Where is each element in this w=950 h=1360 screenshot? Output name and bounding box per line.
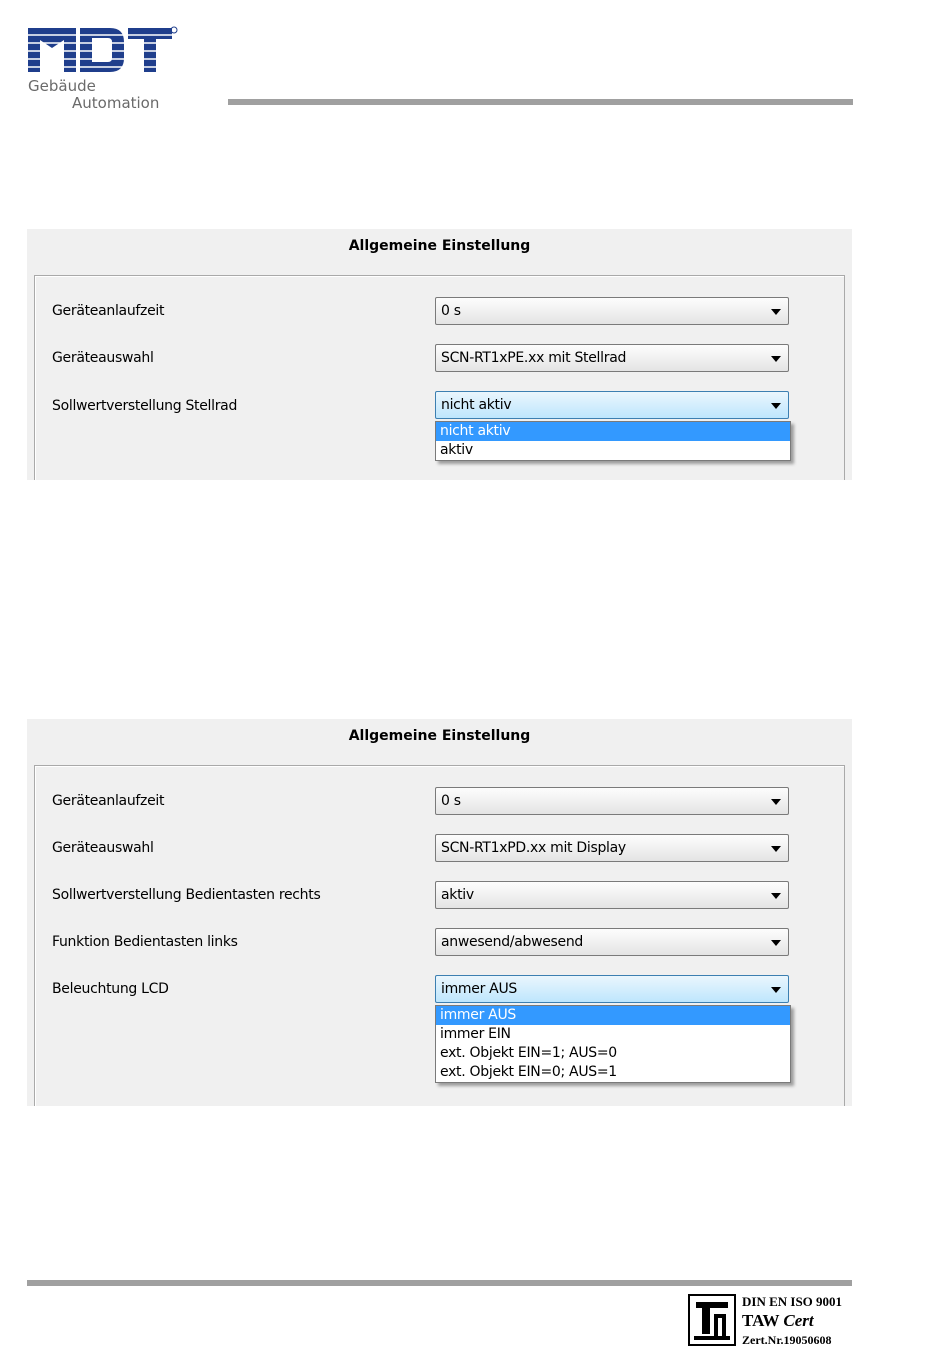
dropdown-option[interactable]: aktiv xyxy=(440,442,473,458)
label-device-startup: Geräteanlaufzeit xyxy=(52,793,165,809)
settings-group xyxy=(34,275,845,480)
settings-panel-2 xyxy=(27,719,852,1106)
chevron-down-icon xyxy=(771,987,781,993)
combo-lcd-backlight[interactable] xyxy=(435,975,789,1003)
cert-cert-word: Cert xyxy=(783,1311,814,1330)
panel-title: Allgemeine Einstellung xyxy=(348,728,531,744)
combo-buttons-left-function[interactable] xyxy=(435,928,789,956)
cert-taw-word: TAW xyxy=(742,1311,784,1330)
header-rule xyxy=(228,99,853,105)
dropdown-option[interactable]: immer AUS xyxy=(436,1006,790,1025)
combo-device-startup[interactable] xyxy=(435,787,789,815)
combo-value: immer AUS xyxy=(441,981,517,997)
footer-rule xyxy=(27,1280,852,1286)
dropdown-option[interactable]: immer EIN xyxy=(440,1026,511,1042)
label-device-selection: Geräteauswahl xyxy=(52,350,154,366)
dropdown-list-lcd-backlight xyxy=(435,1005,791,1083)
mdt-logo xyxy=(28,26,178,76)
label-device-startup: Geräteanlaufzeit xyxy=(52,303,165,319)
combo-device-selection[interactable] xyxy=(435,834,789,862)
combo-setpoint-buttons-right[interactable] xyxy=(435,881,789,909)
cert-number: Zert.Nr.19050608 xyxy=(742,1333,832,1347)
cert-iso: DIN EN ISO 9001 xyxy=(742,1294,843,1309)
combo-setpoint-wheel[interactable] xyxy=(435,391,789,419)
combo-value: anwesend/abwesend xyxy=(441,934,583,950)
combo-value: SCN-RT1xPD.xx mit Display xyxy=(441,840,626,856)
panel-title: Allgemeine Einstellung xyxy=(348,238,531,254)
combo-value: 0 s xyxy=(441,303,461,319)
dropdown-list-setpoint-wheel xyxy=(435,421,791,461)
label-lcd-backlight: Beleuchtung LCD xyxy=(52,981,169,997)
chevron-down-icon xyxy=(771,846,781,852)
label-device-selection: Geräteauswahl xyxy=(52,840,154,856)
chevron-down-icon xyxy=(771,356,781,362)
logo-line1: Gebäude xyxy=(28,77,96,95)
cert-taw xyxy=(742,1311,814,1331)
chevron-down-icon xyxy=(771,893,781,899)
combo-value: 0 s xyxy=(441,793,461,809)
label-buttons-left-function: Funktion Bedientasten links xyxy=(52,934,238,950)
chevron-down-icon xyxy=(771,799,781,805)
chevron-down-icon xyxy=(771,940,781,946)
logo-line2: Automation xyxy=(72,94,160,112)
mdt-logo-mark xyxy=(28,26,178,74)
combo-value: nicht aktiv xyxy=(441,397,512,413)
label-setpoint-buttons-right: Sollwertverstellung Bedientasten rechts xyxy=(52,887,321,903)
dropdown-option[interactable]: nicht aktiv xyxy=(436,422,790,441)
dropdown-option[interactable]: ext. Objekt EIN=1; AUS=0 xyxy=(440,1045,617,1061)
chevron-down-icon xyxy=(771,309,781,315)
tuv-cert-logo xyxy=(688,1294,736,1346)
combo-device-selection[interactable] xyxy=(435,344,789,372)
dropdown-option[interactable]: ext. Objekt EIN=0; AUS=1 xyxy=(440,1064,617,1080)
settings-group xyxy=(34,765,845,1106)
chevron-down-icon xyxy=(771,403,781,409)
settings-panel-1 xyxy=(27,229,852,480)
combo-device-startup[interactable] xyxy=(435,297,789,325)
combo-value: SCN-RT1xPE.xx mit Stellrad xyxy=(441,350,627,366)
combo-value: aktiv xyxy=(441,887,474,903)
label-setpoint-wheel: Sollwertverstellung Stellrad xyxy=(52,398,238,414)
